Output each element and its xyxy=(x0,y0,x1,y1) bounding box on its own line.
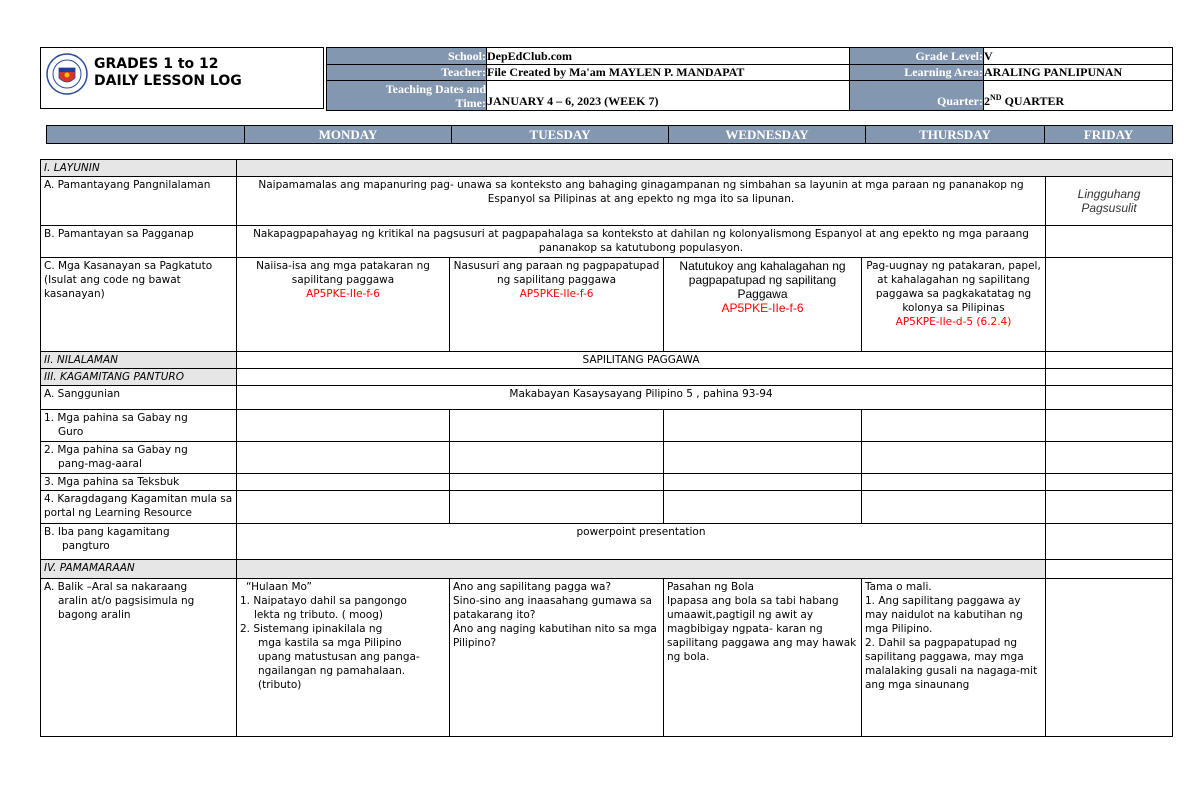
balik-line1: A. Balik –Aral sa nakaraang xyxy=(44,581,188,593)
kasanayan-label-line1: C. Mga Kasanayan sa Pagkatuto xyxy=(44,260,213,272)
teaching-dates-value: JANUARY 4 – 6, 2023 (WEEK 7) xyxy=(487,81,850,111)
cell xyxy=(1046,442,1173,474)
day-friday: FRIDAY xyxy=(1045,126,1173,144)
day-thursday: THURSDAY xyxy=(866,126,1045,144)
kagamitan-friday xyxy=(1046,369,1173,386)
cell xyxy=(450,410,664,442)
mon-l3: lekta ng tributo. ( moog) xyxy=(254,609,383,621)
gabay-mag-aaral-label xyxy=(41,442,237,474)
kasanayan-code-extra: (6.2.4) xyxy=(973,316,1012,328)
day-tuesday: TUESDAY xyxy=(452,126,669,144)
section-layunin: I. LAYUNIN xyxy=(41,160,237,177)
wed-l1: Pasahan ng Bola xyxy=(667,581,754,593)
info-grid xyxy=(326,47,1172,109)
thu-l1: Tama o mali. xyxy=(865,581,932,593)
kasanayan-tuesday xyxy=(450,258,664,352)
days-header-blank xyxy=(47,126,245,144)
learning-area-value: ARALING PANLIPUNAN xyxy=(984,65,1173,81)
day-monday: MONDAY xyxy=(245,126,452,144)
mon-l8: (tributo) xyxy=(258,679,302,691)
cell xyxy=(664,410,862,442)
cell xyxy=(664,442,862,474)
karagdagan-line2: portal ng Learning Resource xyxy=(44,507,192,519)
grade-level-label: Grade Level: xyxy=(850,48,984,65)
teksbuk-label: 3. Mga pahina sa Teksbuk xyxy=(41,474,237,491)
quarter-sup: ND xyxy=(990,93,1002,102)
thu-l3: 2. Dahil sa pagpapatupad ng sapilitang paggawa, may mga malalaking gusali na nagaga-mit ang mga sinaunang xyxy=(865,637,1038,691)
teacher-label: Teacher: xyxy=(327,65,487,81)
gabay-guro-label xyxy=(41,410,237,442)
gabay-guro-line2: Guro xyxy=(58,426,84,438)
school-label: School: xyxy=(327,48,487,65)
karagdagan-label xyxy=(41,491,237,524)
gabay-mag-line1: 2. Mga pahina sa Gabay ng xyxy=(44,444,188,456)
sanggunian-value: Makabayan Kasaysayang Pilipino 5 , pahina 93-94 xyxy=(237,386,1046,410)
quarter-label: Quarter: xyxy=(850,81,984,111)
grade-level-value: V xyxy=(984,48,1173,65)
karagdagan-line1: 4. Karagdagang Kagamitan mula sa xyxy=(44,493,233,505)
teaching-dates-label-line1: Teaching Dates and xyxy=(385,81,486,96)
cell xyxy=(237,474,450,491)
cell xyxy=(862,442,1046,474)
nilalaman-value: SAPILITANG PAGGAWA xyxy=(237,352,1046,369)
cell xyxy=(862,474,1046,491)
section-nilalaman: II. NILALAMAN xyxy=(41,352,237,369)
cell xyxy=(664,491,862,524)
days-header xyxy=(46,125,1172,144)
tue-l3: Ano ang naging kabutihan nito sa mga Pilipino? xyxy=(453,623,657,649)
tue-l1: Ano ang sapilitang pagga wa? xyxy=(453,581,612,593)
mon-l2: 1. Naipatayo dahil sa pangongo xyxy=(240,595,407,607)
cell xyxy=(862,410,1046,442)
mon-l7: ngailangan ng pamahalaan. xyxy=(258,665,406,677)
kasanayan-friday xyxy=(1046,258,1173,352)
cell xyxy=(1046,491,1173,524)
kasanayan-thursday xyxy=(862,258,1046,352)
mon-l1: “Hulaan Mo” xyxy=(246,581,312,593)
cell xyxy=(450,474,664,491)
school-value: DepEdClub.com xyxy=(487,48,850,65)
thu-l2: 1. Ang sapilitang paggawa ay may naidulot na kabutihan ng mga Pilipino. xyxy=(865,595,1023,635)
learning-area-label: Learning Area: xyxy=(850,65,984,81)
kasanayan-code: AP5PKE-IIe-f-6 xyxy=(721,301,804,315)
nilalaman-friday xyxy=(1046,352,1173,369)
cell xyxy=(450,442,664,474)
kasanayan-text: Nasusuri ang paraan ng pagpapatupad ng sapilitang paggawa xyxy=(453,260,660,286)
day-wednesday: WEDNESDAY xyxy=(669,126,866,144)
kasanayan-text: Naiisa-isa ang mga patakaran ng sapilitang paggawa xyxy=(256,260,430,286)
teaching-dates-label-line2: Time: xyxy=(455,95,486,110)
kasanayan-label xyxy=(41,258,237,352)
cell xyxy=(450,491,664,524)
kasanayan-code: AP5PKE-IIe-f-6 xyxy=(306,288,380,300)
cell xyxy=(664,474,862,491)
title-line-1: GRADES 1 to 12 xyxy=(94,56,219,72)
kasanayan-code: AP5PKE-IIe-f-6 xyxy=(519,288,594,300)
pamamaraan-friday xyxy=(1046,560,1173,579)
balik-monday xyxy=(237,579,450,737)
kasanayan-text: Natutukoy ang kahalagahan ng pagpapatupad ng sapilitang Paggawa xyxy=(679,259,846,301)
pamantayang-label: A. Pamantayang Pangnilalaman xyxy=(41,177,237,226)
section-layunin-fill xyxy=(237,160,1173,177)
quarter-num: 2 xyxy=(984,94,990,108)
cell xyxy=(1046,474,1173,491)
kasanayan-code-main: AP5KPE-IIe-d-5 xyxy=(895,316,974,328)
iba-line1: B. Iba pang kagamitang xyxy=(44,526,170,538)
kasanayan-text: Pag-uugnay ng patakaran, papel, at kahalagahan ng sapilitang paggawa sa pagkakatatag ng kolonya sa Pilipinas xyxy=(866,260,1041,314)
balik-friday xyxy=(1046,579,1173,737)
iba-value: powerpoint presentation xyxy=(237,524,1046,560)
cell xyxy=(1046,410,1173,442)
deped-seal-icon xyxy=(46,50,88,100)
kasanayan-code xyxy=(865,315,1042,329)
quarter-text: QUARTER xyxy=(1001,94,1065,108)
balik-line2: aralin at/o pagsisimula ng xyxy=(58,595,195,607)
quarter-value xyxy=(984,81,1173,111)
section-kagamitan: III. KAGAMITANG PANTURO xyxy=(41,369,237,386)
lesson-table xyxy=(40,159,1172,737)
wed-l2: Ipapasa ang bola sa tabi habang umaawit,pagtigil ng awit ay magbibigay ngpata- karan ng sapilitang paggawa ang may hawak ng bola. xyxy=(667,595,857,663)
iba-line2: pangturo xyxy=(62,540,110,552)
balik-wednesday xyxy=(664,579,862,737)
gabay-guro-line1: 1. Mga pahina sa Gabay ng xyxy=(44,412,188,424)
teaching-dates-label xyxy=(327,81,487,111)
balik-tuesday xyxy=(450,579,664,737)
kasanayan-monday xyxy=(237,258,450,352)
title-line-2: DAILY LESSON LOG xyxy=(94,73,242,89)
pamantayang-text: Naipamamalas ang mapanuring pag- unawa sa konteksto ang bahaging ginagampanan ng simbahan sa layunin at mga paraan ng pananakop ng Espanyol sa Pilipinas at ang epekto ng mga ito sa lipunan. xyxy=(237,177,1046,226)
balik-line3: bagong aralin xyxy=(58,609,131,621)
mon-l4: 2. Sistemang ipinakilala ng xyxy=(240,623,383,635)
friday-note: Lingguhang Pagsusulit xyxy=(1046,177,1173,226)
balik-thursday xyxy=(862,579,1046,737)
pagganap-text: Nakapagpapahayag ng kritikal na pagsusuri at pagpapahalaga sa konteksto at dahilan ng kolonyalismong Espanyol at ang epekto ng mga paraang pananakop sa katutubong populasyon. xyxy=(237,226,1046,258)
sanggunian-label: A. Sanggunian xyxy=(41,386,237,410)
mon-l5: mga kastila sa mga Pilipino xyxy=(258,637,402,649)
balik-aral-label xyxy=(41,579,237,737)
sanggunian-friday xyxy=(1046,386,1173,410)
teacher-value: File Created by Ma'am MAYLEN P. MANDAPAT xyxy=(487,65,850,81)
iba-kagamitan-label xyxy=(41,524,237,560)
section-pamamaraan-fill xyxy=(237,560,1046,579)
cell xyxy=(862,491,1046,524)
kagamitan-fill xyxy=(237,369,1046,386)
cell xyxy=(237,491,450,524)
iba-friday xyxy=(1046,524,1173,560)
cell xyxy=(237,442,450,474)
section-pamamaraan: IV. PAMAMARAAN xyxy=(41,560,237,579)
pagganap-friday xyxy=(1046,226,1173,258)
kasanayan-wednesday xyxy=(664,258,862,352)
kasanayan-label-line2: (Isulat ang code ng bawat kasanayan) xyxy=(44,274,181,300)
pagganap-label: B. Pamantayan sa Pagganap xyxy=(41,226,237,258)
gabay-mag-line2: pang-mag-aaral xyxy=(58,458,142,470)
mon-l6: upang matustusan ang panga- xyxy=(258,651,420,663)
tue-l2: Sino-sino ang inaasahang gumawa sa patakarang ito? xyxy=(453,595,652,621)
cell xyxy=(237,410,450,442)
